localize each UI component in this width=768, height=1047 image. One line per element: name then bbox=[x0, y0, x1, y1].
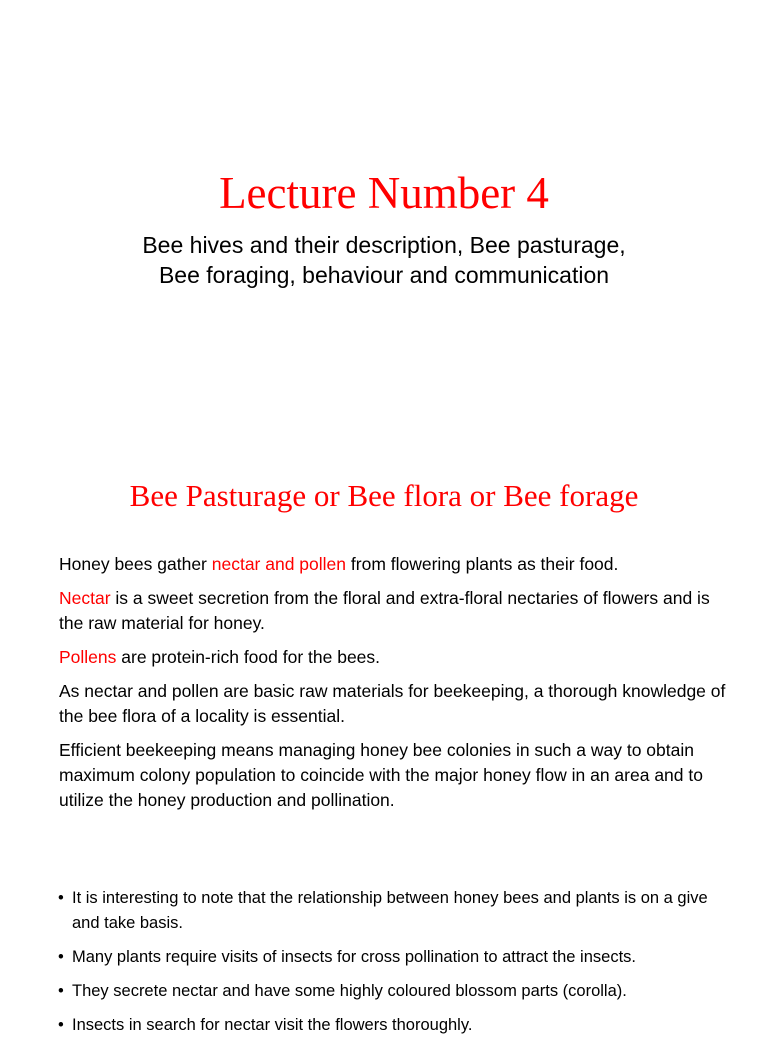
lecture-title: Lecture Number 4 bbox=[219, 168, 549, 218]
bullet-icon: • bbox=[58, 889, 64, 907]
bullet-list bbox=[58, 886, 730, 1047]
list-item bbox=[58, 979, 730, 1004]
section-title: Bee Pasturage or Bee flora or Bee forage bbox=[129, 478, 639, 513]
list-item bbox=[58, 1013, 730, 1038]
list-item bbox=[58, 886, 730, 936]
bullet-text: It is interesting to note that the relationship between honey bees and plants is on a give and take basis. bbox=[72, 889, 708, 932]
bullet-text: Insects in search for nectar visit the flowers thoroughly. bbox=[72, 1016, 473, 1034]
list-item bbox=[58, 945, 730, 970]
bullet-icon: • bbox=[58, 1016, 64, 1034]
highlight-text: Nectar bbox=[59, 588, 111, 608]
paragraph-pollens bbox=[59, 645, 729, 670]
subtitle-line-2: Bee foraging, behaviour and communication bbox=[158, 262, 610, 288]
text-run: are protein-rich food for the bees. bbox=[116, 647, 381, 667]
lecture-subtitle bbox=[40, 230, 728, 290]
bullet-icon: • bbox=[58, 948, 64, 966]
text-run: Honey bees gather bbox=[59, 554, 212, 574]
paragraph-nectar-pollen bbox=[59, 552, 729, 577]
text-run: from flowering plants as their food. bbox=[346, 554, 619, 574]
slide-bee-plant-relationship bbox=[0, 860, 768, 1034]
slide-bee-pasturage bbox=[0, 430, 768, 860]
bullet-text: They secrete nectar and have some highly coloured blossom parts (corolla). bbox=[72, 982, 627, 1000]
bullet-text: Many plants require visits of insects for cross pollination to attract the insects. bbox=[72, 948, 636, 966]
slide-title bbox=[0, 0, 768, 430]
paragraph-efficient-beekeeping: Efficient beekeeping means managing honey bee colonies in such a way to obtain maximum colony population to coincide with the major honey flow in an area and to utilize the honey production and pollination. bbox=[59, 740, 703, 810]
paragraph-bee-flora: As nectar and pollen are basic raw materials for beekeeping, a thorough knowledge of the bee flora of a locality is essential. bbox=[59, 681, 726, 726]
highlight-text: Pollens bbox=[59, 647, 117, 667]
highlight-text: nectar and pollen bbox=[211, 554, 347, 574]
bullet-icon: • bbox=[58, 982, 64, 1000]
paragraph-nectar bbox=[59, 586, 729, 636]
slide-body bbox=[59, 552, 729, 822]
subtitle-line-1: Bee hives and their description, Bee pasturage, bbox=[142, 232, 626, 258]
text-run: is a sweet secretion from the floral and extra-floral nectaries of flowers and is the raw material for honey. bbox=[59, 588, 710, 633]
